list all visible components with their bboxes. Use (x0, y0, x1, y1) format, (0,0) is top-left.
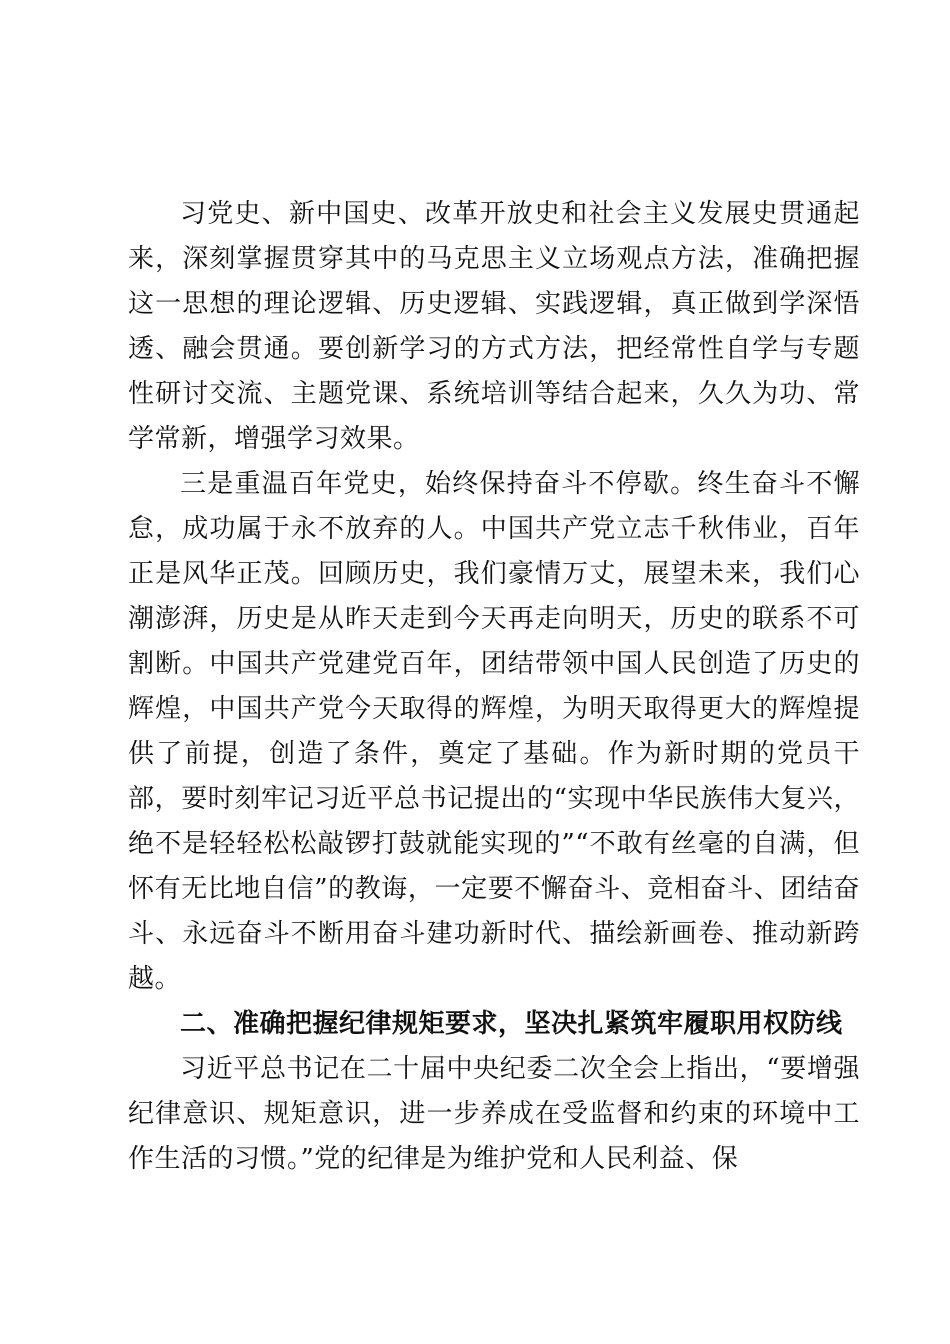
paragraph-party-history-struggle: 三是重温百年党史，始终保持奋斗不停歇。终生奋斗不懈怠，成功属于永不放弃的人。中国共产党立志千秋伟业，百年正是风华正茂。回顾历史，我们豪情万丈，展望未来，我们心潮澎湃，历史是从昨天走到今天再走向明天，历史的联系不可割断。中国共产党建党百年，团结带领中国人民创造了历史的辉煌，中国共产党今天取得的辉煌，为明天取得更大的辉煌提供了前提，创造了条件，奠定了基础。作为新时期的党员干部，要时刻牢记习近平总书记提出的“实现中华民族伟大复兴，绝不是轻轻松松敲锣打鼓就能实现的”“不敢有丝毫的自满，但怀有无比地自信”的教诲，一定要不懈奋斗、竞相奋斗、团结奋斗、永远奋斗不断用奋斗建功新时代、描绘新画卷、推动新跨越。 (128, 469, 860, 994)
section-heading-discipline: 二、准确把握纪律规矩要求，坚决扎紧筑牢履职用权防线 (180, 1009, 843, 1039)
paragraph-study-history: 习党史、新中国史、改革开放史和社会主义发展史贯通起来，深刻掌握贯穿其中的马克思主义立场观点方法，准确把握这一思想的理论逻辑、历史逻辑、实践逻辑，真正做到学深悟透、融会贯通。要创新学习的方式方法，把经常性自学与专题性研讨交流、主题党课、系统培训等结合起来，久久为功、常学常新，增强学习效果。 (128, 199, 860, 454)
paragraph-discipline-speech: 习近平总书记在二十届中央纪委二次全会上指出，“要增强纪律意识、规矩意识，进一步养成在受监督和约束的环境中工作生活的习惯。”党的纪律是为维护党和人民利益、保 (128, 1054, 860, 1174)
document-body (128, 192, 860, 1182)
